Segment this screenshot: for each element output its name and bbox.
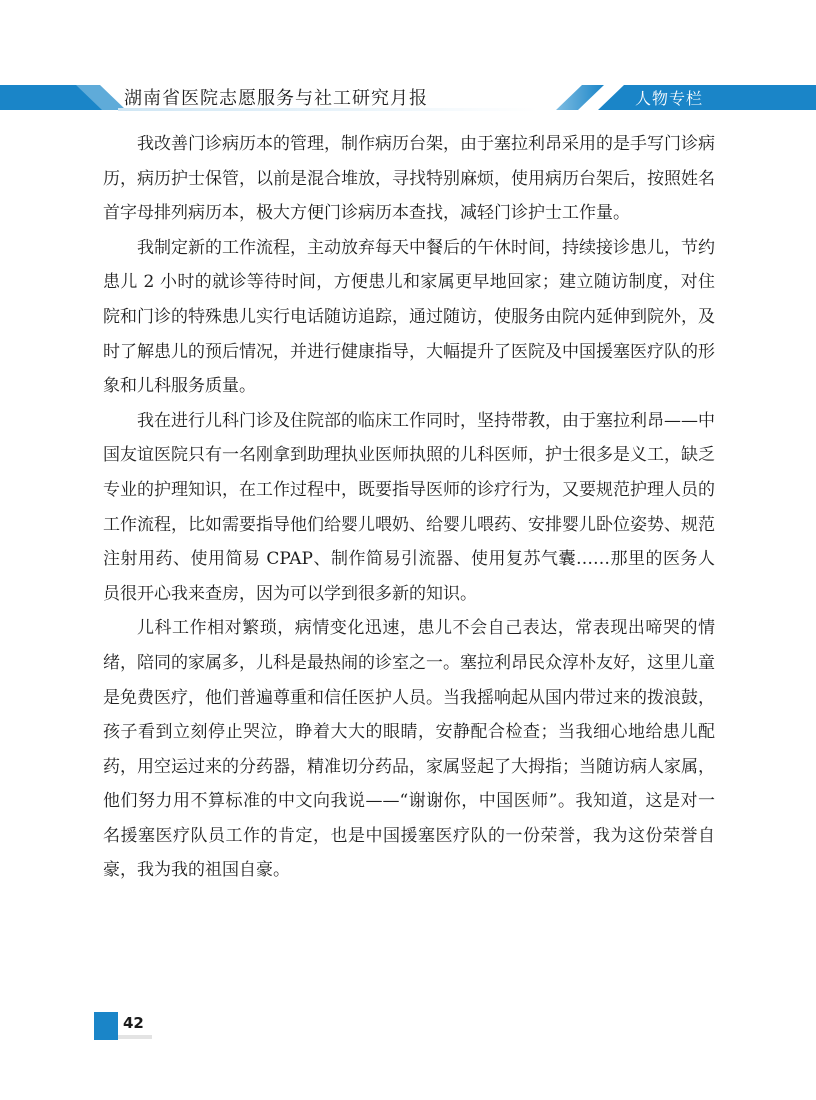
section-label: 人物专栏 [635, 89, 704, 108]
paragraph: 我在进行儿科门诊及住院部的临床工作同时，坚持带教，由于塞拉利昂——中国友谊医院只有一名刚拿到助理执业医师执照的儿科医师，护士很多是义工，缺乏专业的护理知识，在工作过程中，既要指导医师的诊疗行为，又要规范护理人员的工作流程，比如需要指导他们给婴儿喂奶、给婴儿喂药、安排婴儿卧位姿势、规范注射用药、使用简易 CPAP、制作简易引流器、使用复苏气囊……那里的医务人员很开心我来查房，因为可以学到很多新的知识。 [103, 410, 715, 604]
page-number: 42 [123, 1014, 144, 1032]
page-number-block [94, 1012, 118, 1040]
page-number-underline [118, 1035, 152, 1039]
page-footer [94, 1012, 154, 1042]
page-header [0, 76, 816, 120]
paragraph: 我制定新的工作流程，主动放弃每天中餐后的午休时间，持续接诊患儿，节约患儿 2 小时的就诊等待时间，方便患儿和家属更早地回家；建立随访制度，对住院和门诊的特殊患儿实行电话随访追踪，通过随访，使服务由院内延伸到院外，及时了解患儿的预后情况，并进行健康指导，大幅提升了医院及中国援塞医疗队的形象和儿科服务质量。 [103, 237, 715, 397]
paragraph: 儿科工作相对繁琐，病情变化迅速，患儿不会自己表达，常表现出啼哭的情绪，陪同的家属多，儿科是最热闹的诊室之一。塞拉利昂民众淳朴友好，这里儿童是免费医疗，他们普遍尊重和信任医护人员。当我摇响起从国内带过来的拨浪鼓，孩子看到立刻停止哭泣，睁着大大的眼睛，安静配合检查；当我细心地给患儿配药，用空运过来的分药器，精准切分药品，家属竖起了大拇指；当随访病人家属，他们努力用不算标准的中文向我说——“谢谢你，中国医师”。我知道，这是对一名援塞医疗队员工作的肯定，也是中国援塞医疗队的一份荣誉，我为这份荣誉自豪，我为我的祖国自豪。 [103, 618, 715, 881]
paragraph: 我改善门诊病历本的管理，制作病历台架，由于塞拉利昂采用的是手写门诊病历，病历护士保管，以前是混合堆放，寻找特别麻烦，使用病历台架后，按照姓名首字母排列病历本，极大方便门诊病历本查找，减轻门诊护士工作量。 [103, 134, 715, 224]
article-body [103, 127, 715, 888]
journal-title: 湖南省医院志愿服务与社工研究月报 [124, 88, 428, 109]
header-right-band [598, 85, 816, 110]
header-right-slash [556, 85, 604, 110]
